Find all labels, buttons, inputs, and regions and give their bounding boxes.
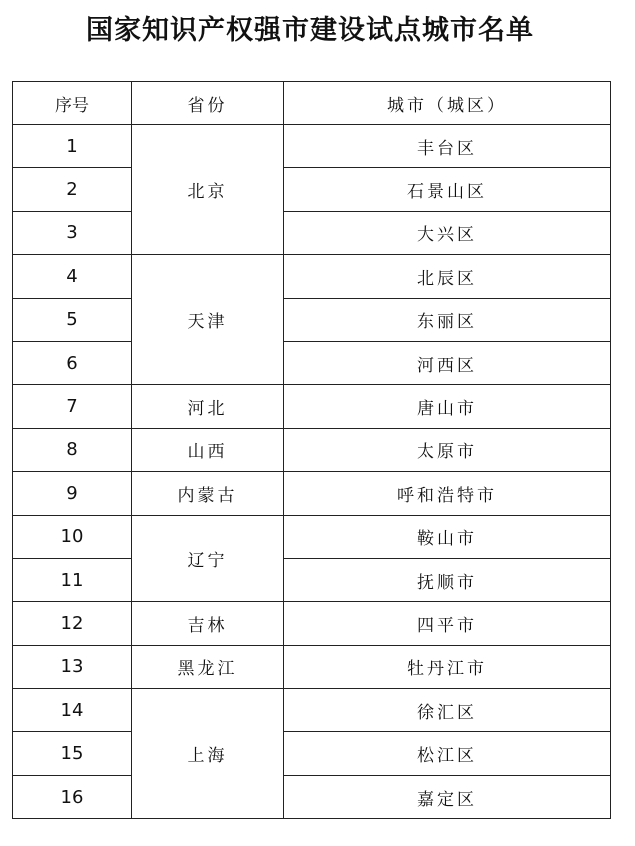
- city-cell: 徐汇区: [284, 689, 611, 732]
- province-cell: 黑龙江: [132, 645, 284, 688]
- row-number: 16: [13, 775, 132, 818]
- table-row: [13, 472, 611, 515]
- city-cell: 嘉定区: [284, 775, 611, 818]
- city-cell: 太原市: [284, 428, 611, 471]
- province-cell: 北京: [132, 125, 284, 255]
- city-list-table: [12, 81, 611, 819]
- province-cell: 上海: [132, 689, 284, 819]
- table-row: [13, 211, 611, 254]
- row-number: 4: [13, 255, 132, 298]
- province-cell: 河北: [132, 385, 284, 428]
- table-row: [13, 775, 611, 818]
- city-cell: 四平市: [284, 602, 611, 645]
- row-number: 10: [13, 515, 132, 558]
- table-row: [13, 689, 611, 732]
- table-row: [13, 558, 611, 601]
- table-row: [13, 341, 611, 384]
- table-row: [13, 125, 611, 168]
- city-cell: 东丽区: [284, 298, 611, 341]
- province-cell: 山西: [132, 428, 284, 471]
- page-title: 国家知识产权强市建设试点城市名单: [86, 15, 534, 46]
- table-row: [13, 298, 611, 341]
- table-row: [13, 255, 611, 298]
- city-cell: 牡丹江市: [284, 645, 611, 688]
- header-province: 省份: [132, 82, 284, 125]
- city-cell: 北辰区: [284, 255, 611, 298]
- province-cell: 内蒙古: [132, 472, 284, 515]
- row-number: 2: [13, 168, 132, 211]
- province-cell: 天津: [132, 255, 284, 385]
- table-body: [13, 125, 611, 819]
- row-number: 1: [13, 125, 132, 168]
- row-number: 5: [13, 298, 132, 341]
- header-no: 序号: [13, 82, 132, 125]
- table-row: [13, 515, 611, 558]
- table-row: [13, 385, 611, 428]
- table-row: [13, 168, 611, 211]
- row-number: 15: [13, 732, 132, 775]
- province-cell: 辽宁: [132, 515, 284, 602]
- city-cell: 抚顺市: [284, 558, 611, 601]
- row-number: 11: [13, 558, 132, 601]
- table-row: [13, 602, 611, 645]
- city-cell: 松江区: [284, 732, 611, 775]
- city-cell: 丰台区: [284, 125, 611, 168]
- city-cell: 唐山市: [284, 385, 611, 428]
- row-number: 3: [13, 211, 132, 254]
- row-number: 12: [13, 602, 132, 645]
- city-cell: 大兴区: [284, 211, 611, 254]
- city-cell: 石景山区: [284, 168, 611, 211]
- table-row: [13, 732, 611, 775]
- header-city: 城市（城区）: [284, 82, 611, 125]
- row-number: 14: [13, 689, 132, 732]
- row-number: 13: [13, 645, 132, 688]
- city-cell: 呼和浩特市: [284, 472, 611, 515]
- city-cell: 鞍山市: [284, 515, 611, 558]
- city-cell: 河西区: [284, 341, 611, 384]
- table-header-row: [13, 82, 611, 125]
- table-row: [13, 645, 611, 688]
- row-number: 7: [13, 385, 132, 428]
- row-number: 8: [13, 428, 132, 471]
- table-row: [13, 428, 611, 471]
- province-cell: 吉林: [132, 602, 284, 645]
- row-number: 9: [13, 472, 132, 515]
- row-number: 6: [13, 341, 132, 384]
